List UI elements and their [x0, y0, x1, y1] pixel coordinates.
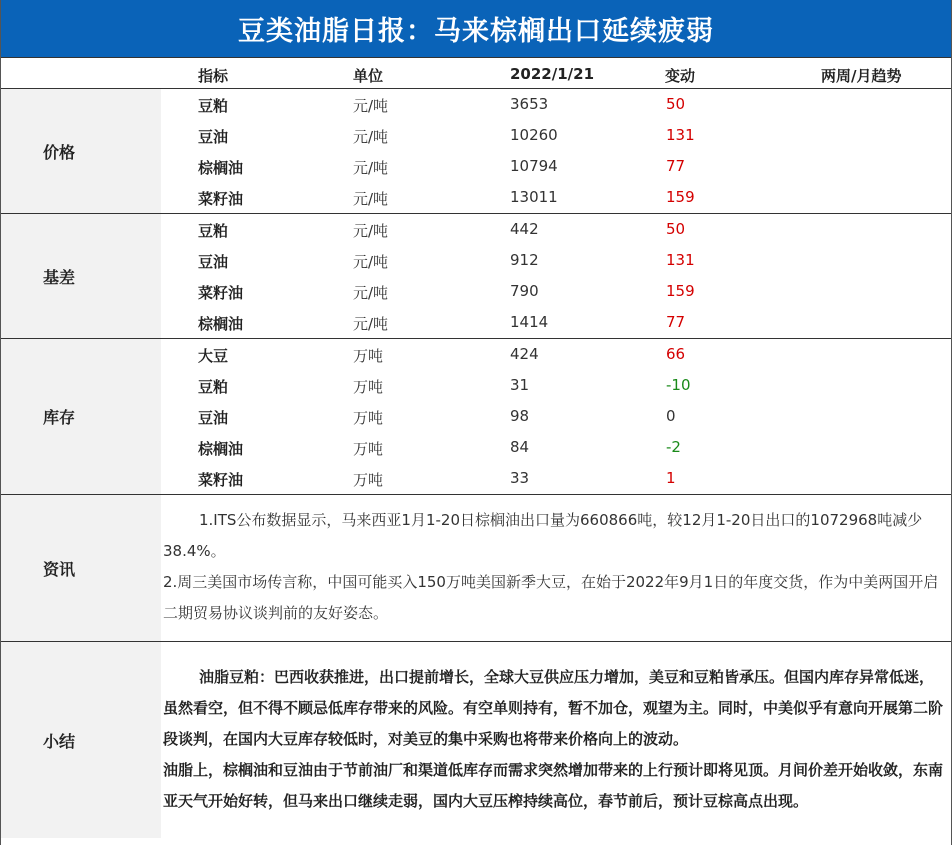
unit-cell: 万吨 [353, 409, 384, 427]
indicator-name: 豆粕 [198, 97, 229, 115]
table-row [161, 370, 951, 401]
report-title: 豆类油脂日报：马来棕榈出口延续疲弱 [1, 0, 951, 58]
table-row [161, 151, 951, 182]
indicator-name: 豆油 [198, 128, 229, 146]
value-cell: 33 [510, 469, 530, 487]
change-cell: -10 [666, 376, 691, 394]
table-row [161, 245, 951, 276]
unit-cell: 万吨 [353, 378, 384, 396]
table-section [1, 214, 951, 339]
change-cell: 159 [666, 282, 695, 300]
change-cell: 1 [666, 469, 676, 487]
value-cell: 10260 [510, 126, 558, 144]
change-cell: 66 [666, 345, 686, 363]
value-cell: 84 [510, 438, 530, 456]
unit-cell: 元/吨 [353, 159, 389, 177]
indicator-name: 大豆 [198, 347, 229, 365]
indicator-name: 豆粕 [198, 378, 229, 396]
value-cell: 442 [510, 220, 539, 238]
change-cell: 50 [666, 95, 686, 113]
header-date: 2022/1/21 [510, 65, 595, 83]
unit-cell: 元/吨 [353, 315, 389, 333]
table-header [1, 58, 951, 89]
change-cell: 131 [666, 251, 695, 269]
indicator-name: 豆粕 [198, 222, 229, 240]
news-item-1: 1.ITS公布数据显示，马来西亚1月1-20日棕榈油出口量为660866吨，较12月1-20日出口的1072968吨减少38.4%。 [163, 511, 923, 560]
summary-para-2: 油脂上，棕榈油和豆油由于节前油厂和渠道低库存而需求突然增加带来的上行预计即将见顶。月间价差开始收敛，东南亚天气开始好转，但马来出口继续走弱，国内大豆压榨持续高位，春节前后，预计豆棕高点出现。 [163, 761, 944, 810]
header-change: 变动 [665, 67, 696, 85]
news-item-2: 2.周三美国市场传言称，中国可能买入150万吨美国新季大豆，在始于2022年9月1日的年度交货，作为中美两国开启二期贸易协议谈判前的友好姿态。 [163, 573, 939, 622]
header-indicator: 指标 [198, 67, 229, 85]
table-row [161, 182, 951, 213]
value-cell: 31 [510, 376, 530, 394]
unit-cell: 元/吨 [353, 97, 389, 115]
unit-cell: 万吨 [353, 471, 384, 489]
unit-cell: 万吨 [353, 347, 384, 365]
header-unit: 单位 [353, 67, 384, 85]
change-cell: 50 [666, 220, 686, 238]
table-row [161, 120, 951, 151]
unit-cell: 元/吨 [353, 222, 389, 240]
table-row [161, 463, 951, 494]
value-cell: 790 [510, 282, 539, 300]
indicator-name: 菜籽油 [198, 471, 244, 489]
indicator-name: 棕榈油 [198, 315, 244, 333]
unit-cell: 元/吨 [353, 284, 389, 302]
indicator-name: 豆油 [198, 253, 229, 271]
change-cell: 0 [666, 407, 676, 425]
indicator-name: 菜籽油 [198, 190, 244, 208]
value-cell: 424 [510, 345, 539, 363]
unit-cell: 元/吨 [353, 253, 389, 271]
table-row [161, 214, 951, 245]
section-label: 库存 [1, 339, 161, 494]
table-section [1, 89, 951, 214]
change-cell: 159 [666, 188, 695, 206]
table-section [1, 339, 951, 495]
news-section [1, 495, 951, 642]
value-cell: 912 [510, 251, 539, 269]
value-cell: 3653 [510, 95, 549, 113]
value-cell: 98 [510, 407, 530, 425]
value-cell: 13011 [510, 188, 558, 206]
table-row [161, 401, 951, 432]
unit-cell: 元/吨 [353, 128, 389, 146]
summary-section [1, 642, 951, 838]
change-cell: 131 [666, 126, 695, 144]
table-row [161, 307, 951, 338]
unit-cell: 元/吨 [353, 190, 389, 208]
table-row [161, 89, 951, 120]
value-cell: 10794 [510, 157, 558, 175]
table-row [161, 339, 951, 370]
table-row [161, 276, 951, 307]
indicator-name: 豆油 [198, 409, 229, 427]
change-cell: 77 [666, 157, 686, 175]
indicator-name: 菜籽油 [198, 284, 244, 302]
table-row [161, 432, 951, 463]
section-label: 价格 [1, 89, 161, 213]
header-trend: 两周/月趋势 [821, 67, 902, 85]
value-cell: 1414 [510, 313, 549, 331]
indicator-name: 棕榈油 [198, 440, 244, 458]
news-label: 资讯 [1, 495, 161, 641]
change-cell: 77 [666, 313, 686, 331]
unit-cell: 万吨 [353, 440, 384, 458]
summary-label: 小结 [1, 642, 161, 838]
summary-para-1: 油脂豆粕：巴西收获推进，出口提前增长，全球大豆供应压力增加，美豆和豆粕皆承压。但国内库存异常低迷，虽然看空，但不得不顾忌低库存带来的风险。有空单则持有，暂不加仓，观望为主。同时，中美似乎有意向开展第二阶段谈判，在国内大豆库存较低时，对美豆的集中采购也将带来价格向上的波动。 [163, 668, 944, 748]
section-label: 基差 [1, 214, 161, 338]
indicator-name: 棕榈油 [198, 159, 244, 177]
change-cell: -2 [666, 438, 681, 456]
